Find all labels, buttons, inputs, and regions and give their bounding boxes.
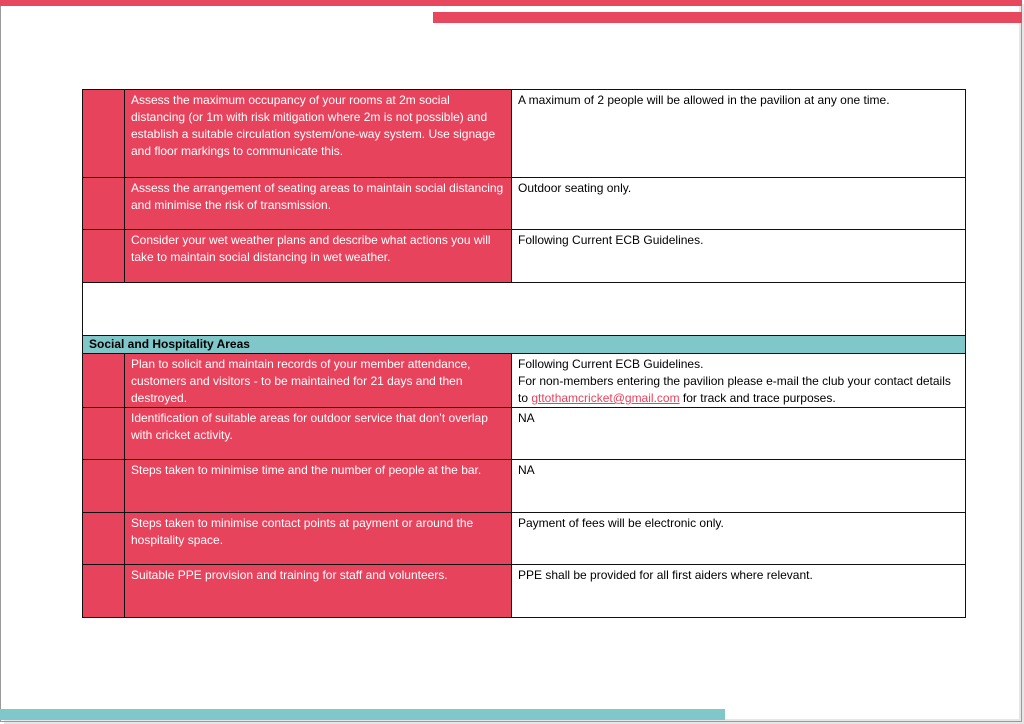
requirement-cell: Plan to solicit and maintain records of your member attendance, customers and visitors - to be maintained for 21 days and then destroyed. xyxy=(125,354,512,408)
response-cell: NA xyxy=(512,460,966,513)
requirement-cell: Suitable PPE provision and training for staff and volunteers. xyxy=(125,565,512,618)
row-marker xyxy=(83,178,125,230)
spacer-cell xyxy=(83,283,966,336)
email-link[interactable]: gttothamcricket@gmail.com xyxy=(531,391,680,405)
response-cell: A maximum of 2 people will be allowed in the pavilion at any one time. xyxy=(512,90,966,178)
table-row xyxy=(83,178,966,230)
section-heading-row xyxy=(83,336,966,354)
table-row xyxy=(83,90,966,178)
response-text: For non-members entering the pavilion please e-mail the club your contact details to xyxy=(518,374,951,405)
table-row xyxy=(83,460,966,513)
section-heading: Social and Hospitality Areas xyxy=(83,336,966,354)
table-row xyxy=(83,354,966,408)
response-cell: Outdoor seating only. xyxy=(512,178,966,230)
response-cell: NA xyxy=(512,408,966,460)
row-marker xyxy=(83,408,125,460)
response-cell: Following Current ECB Guidelines. xyxy=(512,230,966,283)
table-row xyxy=(83,230,966,283)
table-row xyxy=(83,513,966,565)
response-cell xyxy=(512,354,966,408)
requirement-cell: Identification of suitable areas for outdoor service that don’t overlap with cricket activity. xyxy=(125,408,512,460)
requirement-cell: Steps taken to minimise contact points at payment or around the hospitality space. xyxy=(125,513,512,565)
table-row xyxy=(83,408,966,460)
response-text: for track and trace purposes. xyxy=(679,391,836,405)
requirement-cell: Consider your wet weather plans and describe what actions you will take to maintain social distancing in wet weather. xyxy=(125,230,512,283)
requirement-cell: Assess the arrangement of seating areas to maintain social distancing and minimise the risk of transmission. xyxy=(125,178,512,230)
spacer-row xyxy=(83,283,966,336)
header-stripe-thick xyxy=(433,12,1022,23)
row-marker xyxy=(83,460,125,513)
row-marker xyxy=(83,230,125,283)
row-marker xyxy=(83,513,125,565)
row-marker xyxy=(83,354,125,408)
row-marker xyxy=(83,90,125,178)
response-cell: Payment of fees will be electronic only. xyxy=(512,513,966,565)
footer-stripe xyxy=(0,709,725,720)
risk-assessment-table xyxy=(82,89,966,618)
response-cell: PPE shall be provided for all first aiders where relevant. xyxy=(512,565,966,618)
header-stripe-thin xyxy=(0,0,1022,6)
row-marker xyxy=(83,565,125,618)
requirement-cell: Steps taken to minimise time and the number of people at the bar. xyxy=(125,460,512,513)
requirement-cell: Assess the maximum occupancy of your rooms at 2m social distancing (or 1m with risk mitigation where 2m is not possible) and establish a suitable circulation system/one-way system. Use signage and floor markings to communicate this. xyxy=(125,90,512,178)
table-row xyxy=(83,565,966,618)
response-line: Following Current ECB Guidelines. xyxy=(518,357,704,371)
